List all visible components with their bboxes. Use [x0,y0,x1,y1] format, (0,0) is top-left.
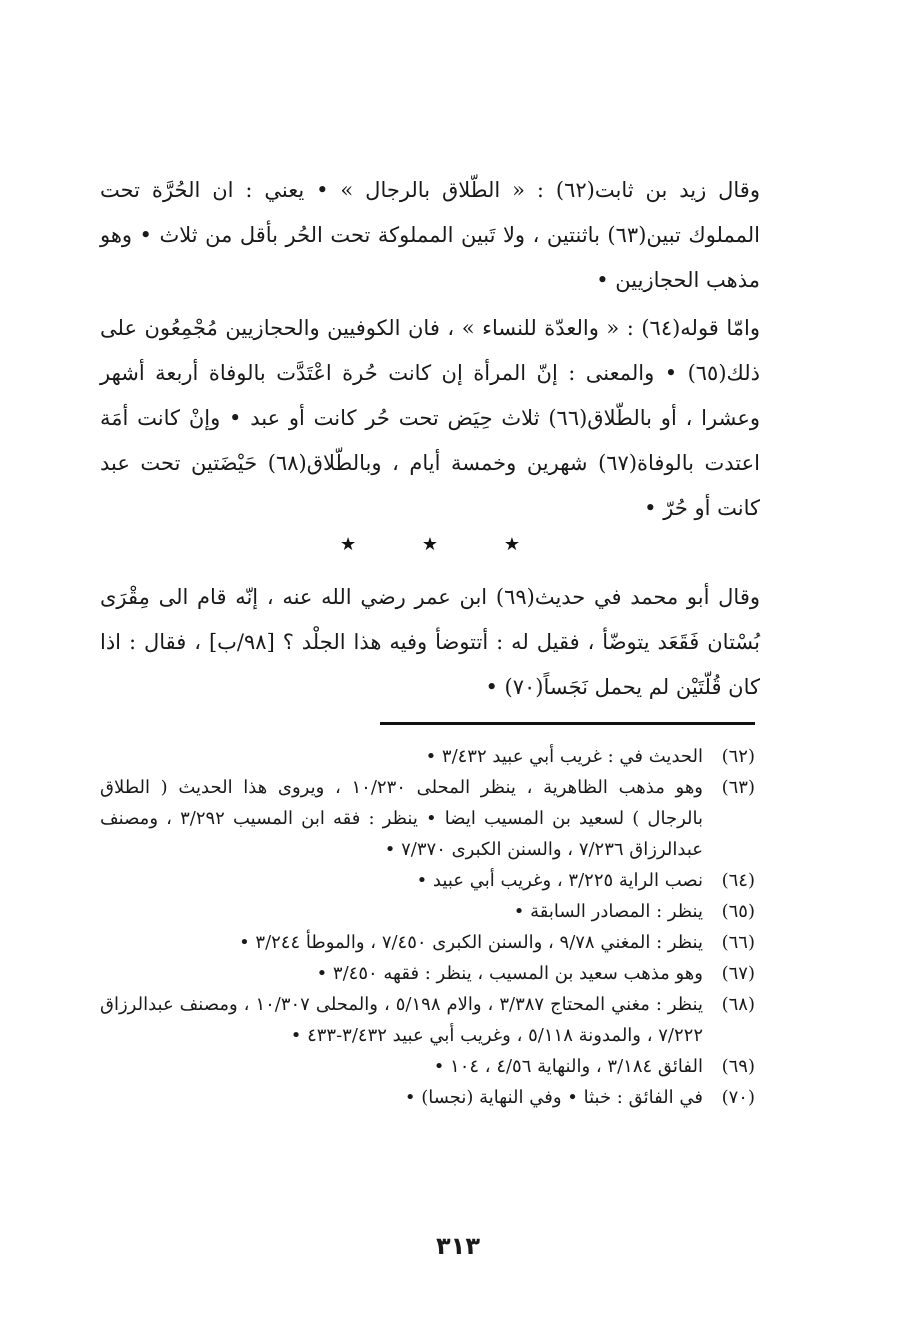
main-paragraph: وقال زيد بن ثابت(٦٢) : « الطّلاق بالرجال » • يعني : ان الحُرَّة تحت المملوك تبين(٦٣) باثنتين ، ولا تَبين المملوكة تحت الحُر بأقل من ثلاث • وهو مذهب الحجازيين • [100,178,761,292]
star-icon: ★ [503,534,520,555]
footnote [100,772,755,865]
star-icon: ★ [340,534,357,555]
footnote [100,741,755,772]
footnote-number: (٦٢) [721,746,755,767]
footnote [100,1082,755,1113]
footnote-text: ينظر : مغني المحتاج ٣/٣٨٧ ، والام ٥/١٩٨ ، والمحلى ١٠/٣٠٧ ، ومصنف عبدالرزاق ٧/٢٢٢ ، والمدونة ٥/١١٨ ، وغريب أبي عبيد ٣/٤٣٢-٤٣٣ • [100,994,703,1046]
footnote-text: الحديث في : غريب أبي عبيد ٣/٤٣٢ • [425,746,703,767]
footnote [100,958,755,989]
star-icon: ★ [421,534,439,555]
footnote [100,865,755,896]
section-separator [340,534,520,555]
footnote-text: ينظر : المصادر السابقة • [513,901,703,922]
main-paragraph: وقال أبو محمد في حديث(٦٩) ابن عمر رضي الله عنه ، إنّه قام الى مِقْرَى بُسْتان فَقَعَد يتوضّأ ، فقيل له : أتتوضأ وفيه هذا الجلْد ؟ [٩٨/ب] ، فقال : اذا كان قُلّتَيْن لم يحمل نَجَساً(٧٠) • [100,585,761,699]
footnote-number: (٦٥) [721,901,755,922]
footnote [100,896,755,927]
footnote-text: في الفائق : خبثا • وفي النهاية (نجسا) • [404,1087,703,1108]
footnote-text: ينظر : المغني ٩/٧٨ ، والسنن الكبرى ٧/٤٥٠ ، والموطأ ٣/٢٤٤ • [239,932,703,953]
footnote-number: (٦٨) [721,994,755,1015]
footnote-divider [380,722,755,725]
footnote-text: وهو مذهب سعيد بن المسيب ، ينظر : فقهه ٣/٤٥٠ • [316,963,703,984]
footnote-number: (٦٦) [721,932,755,953]
footnote-text: وهو مذهب الظاهرية ، ينظر المحلى ١٠/٢٣٠ ، ويروى هذا الحديث ( الطلاق بالرجال ) لسعيد بن المسيب ايضا • ينظر : فقه ابن المسيب ٣/٢٩٢ ، ومصنف عبدالرزاق ٧/٢٣٦ ، والسنن الكبرى ٧/٣٧٠ • [100,777,703,860]
footnotes [100,741,755,1113]
footnote-number: (٦٤) [721,870,755,891]
footnote-number: (٦٧) [721,963,755,984]
footnote-number: (٦٣) [721,777,755,798]
page-number: ٣١٣ [436,1232,480,1260]
footnote-text: الفائق ٣/١٨٤ ، والنهاية ٤/٥٦ ، ١٠٤ • [433,1056,703,1077]
footnote [100,927,755,958]
footnote-text: نصب الراية ٣/٢٢٥ ، وغريب أبي عبيد • [416,870,703,891]
footnote-number: (٦٩) [721,1056,755,1077]
footnote-number: (٧٠) [721,1087,755,1108]
footnote [100,989,755,1051]
main-paragraph: وامّا قوله(٦٤) : « والعدّة للنساء » ، فان الكوفيين والحجازيين مُجْمِعُون على ذلك(٦٥) • والمعنى : إنّ المرأة إن كانت حُرة اعْتَدَّت بالوفاة أربعة أشهر وعشرا ، أو بالطّلاق(٦٦) ثلاث حِيَض تحت حُر كانت أو عبد • وإنْ كانت أمَة اعتدت بالوفاة(٦٧) شهرين وخمسة أيام ، وبالطّلاق(٦٨) حَيْضَتين تحت عبد كانت أو حُرّ • [100,316,760,520]
footnote [100,1051,755,1082]
